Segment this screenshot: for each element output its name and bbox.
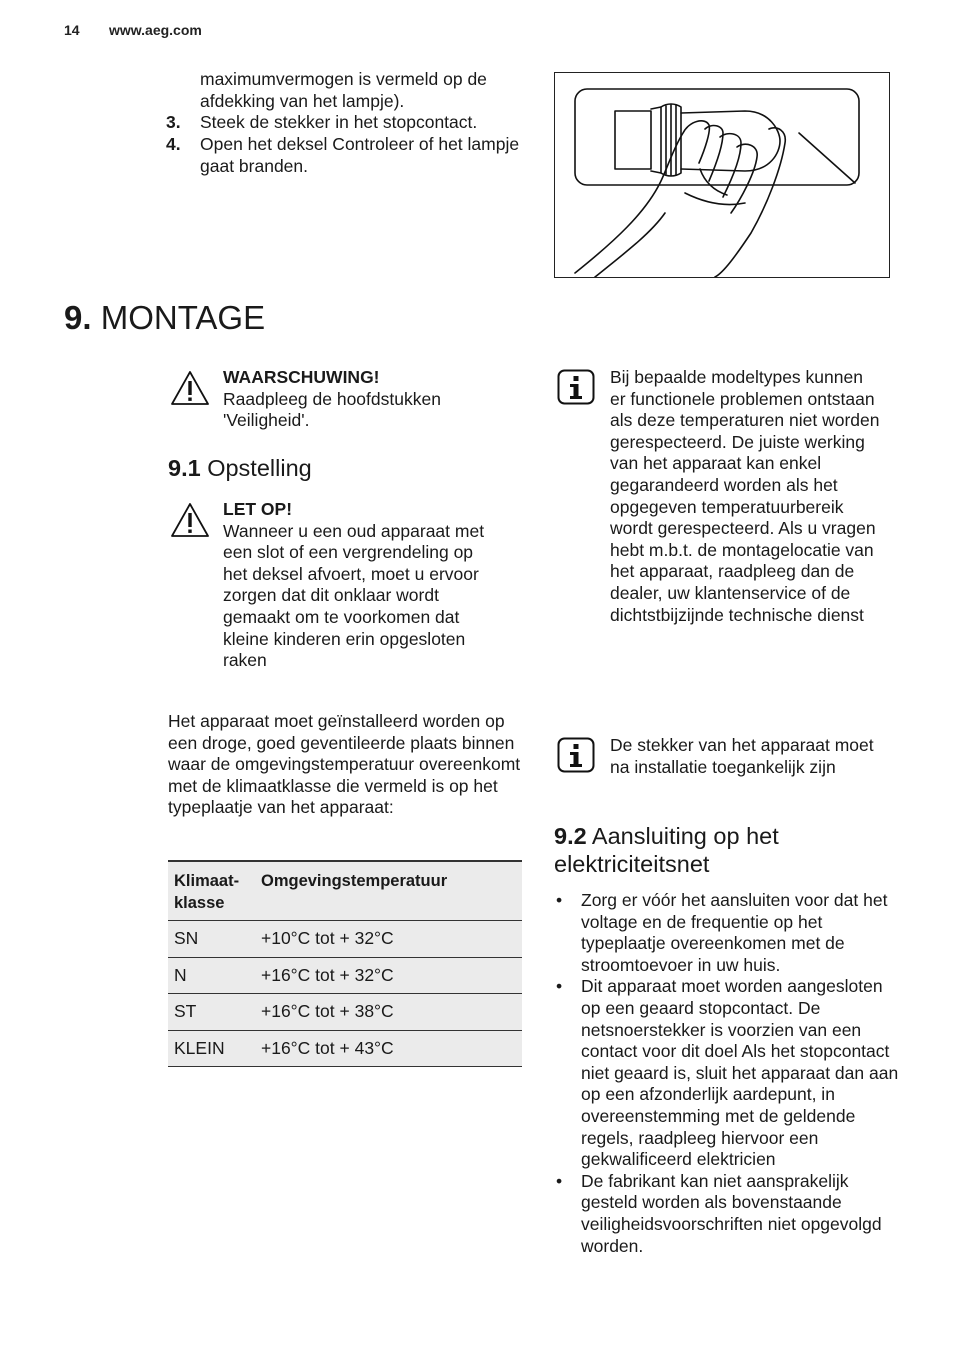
table-cell-temperature: +16°C tot + 43°C xyxy=(261,1037,394,1058)
step-text: Steek de stekker in het stopcontact. xyxy=(200,112,478,132)
hand-replacing-lamp-illustration xyxy=(554,72,890,278)
subsection-title-text: Aansluiting op het elektriciteitsnet xyxy=(554,823,779,877)
subsection-title-text: Opstelling xyxy=(207,455,312,481)
info-text: Bij bepaalde modeltypes kunnen er functionele problemen ontstaan als deze temperaturen niet worden gerespecteerd. De juiste werking van het apparaat kan enkel gegarandeerd worden als het opgegeven temperatuurbereik wordt gerespecteerd. Als u vragen hebt m.b.t. de montagelocatie van het apparaat, raadpleeg dan de dealer, uw klantenservice of de dichtstbijzijnde technische dienst xyxy=(610,367,880,625)
climate-class-table xyxy=(168,860,522,1067)
list-item xyxy=(554,976,899,1170)
info-icon xyxy=(557,369,595,405)
warning-text: Raadpleeg de hoofdstukken 'Veiligheid'. xyxy=(223,388,441,431)
table-cell-class: ST xyxy=(174,1001,197,1021)
caution-text: Wanneer u een oud apparaat met een slot of een vergrendeling op het deksel afvoert, moet u ervoor zorgen dat dit onklaar wordt gemaakt om te voorkomen dat kleine kinderen erin opgesloten raken xyxy=(223,520,485,671)
page-number: 14 xyxy=(64,22,80,38)
table-cell-temperature: +10°C tot + 32°C xyxy=(261,928,394,948)
table-cell-temperature: +16°C tot + 32°C xyxy=(261,964,394,985)
step-3 xyxy=(166,112,536,134)
site-url: www.aeg.com xyxy=(109,22,202,38)
step-number: 3. xyxy=(166,112,181,132)
table-cell-class: KLEIN xyxy=(174,1037,225,1058)
section-title-text: MONTAGE xyxy=(100,299,266,336)
table-row xyxy=(168,958,522,995)
warning-triangle-icon xyxy=(170,502,210,538)
warning-block xyxy=(223,367,503,432)
step-number: 4. xyxy=(166,134,181,154)
subsection-number: 9.1 xyxy=(168,455,201,481)
caution-block xyxy=(223,499,493,672)
table-row xyxy=(168,994,522,1031)
table-header-class: Klimaat- klasse xyxy=(174,872,240,912)
section-title xyxy=(64,298,265,338)
list-item-text: Zorg er vóór het aansluiten voor dat het voltage en de frequentie op het typeplaatje overeenkomen met de stroomtoevoer in uw huis. xyxy=(581,890,888,975)
table-header-row xyxy=(168,860,522,921)
installation-paragraph: Het apparaat moet geïnstalleerd worden op een droge, goed geventileerde plaats binnen waar de omgevingstemperatuur overeenkomt met de klimaatklasse die vermeld is op het typeplaatje van het apparaat: xyxy=(168,711,521,818)
subsection-title-9-2 xyxy=(554,823,894,878)
list-item xyxy=(554,1171,899,1257)
list-item-text: Dit apparaat moet worden aangesloten op een geaard stopcontact. De netsnoerstekker is voorzien van een contact voor dit doel Als het stopcontact niet geaard is, sluit het apparaat dan aan op een afzonderlijk aardepunt, in overeenstemming met de geldende regels, raadpleeg hiervoor een gekwalificeerd elektricien xyxy=(581,976,899,1170)
bullet-icon: • xyxy=(556,890,563,910)
table-header-temperature: Omgevingstemperatuur xyxy=(261,872,448,890)
info-icon xyxy=(557,737,595,773)
bullet-icon: • xyxy=(556,1170,563,1191)
section-number: 9. xyxy=(64,299,92,336)
table-row xyxy=(168,921,522,958)
table-cell-class: SN xyxy=(174,928,199,948)
table-cell-temperature: +16°C tot + 38°C xyxy=(261,1001,394,1021)
step-continuation: maximumvermogen is vermeld op de afdekking van het lampje). xyxy=(200,69,487,111)
info-text: De stekker van het apparaat moet na installatie toegankelijk zijn xyxy=(610,735,874,777)
step-4 xyxy=(166,134,536,178)
warning-triangle-icon xyxy=(170,370,210,406)
table-cell-class: N xyxy=(174,964,187,985)
warning-title: WAARSCHUWING! xyxy=(223,367,380,387)
connection-requirements-list xyxy=(554,890,899,1257)
subsection-number: 9.2 xyxy=(554,823,587,849)
list-item-text: De fabrikant kan niet aansprakelijk gesteld worden als bovenstaande veiligheidsvoorschriften niet opgevolgd worden. xyxy=(581,1170,882,1256)
subsection-title-9-1 xyxy=(168,455,312,483)
bullet-icon: • xyxy=(556,976,563,997)
step-text: Open het deksel Controleer of het lampje gaat branden. xyxy=(200,134,520,176)
table-row xyxy=(168,1031,522,1068)
caution-title: LET OP! xyxy=(223,499,293,519)
list-item xyxy=(554,890,899,976)
